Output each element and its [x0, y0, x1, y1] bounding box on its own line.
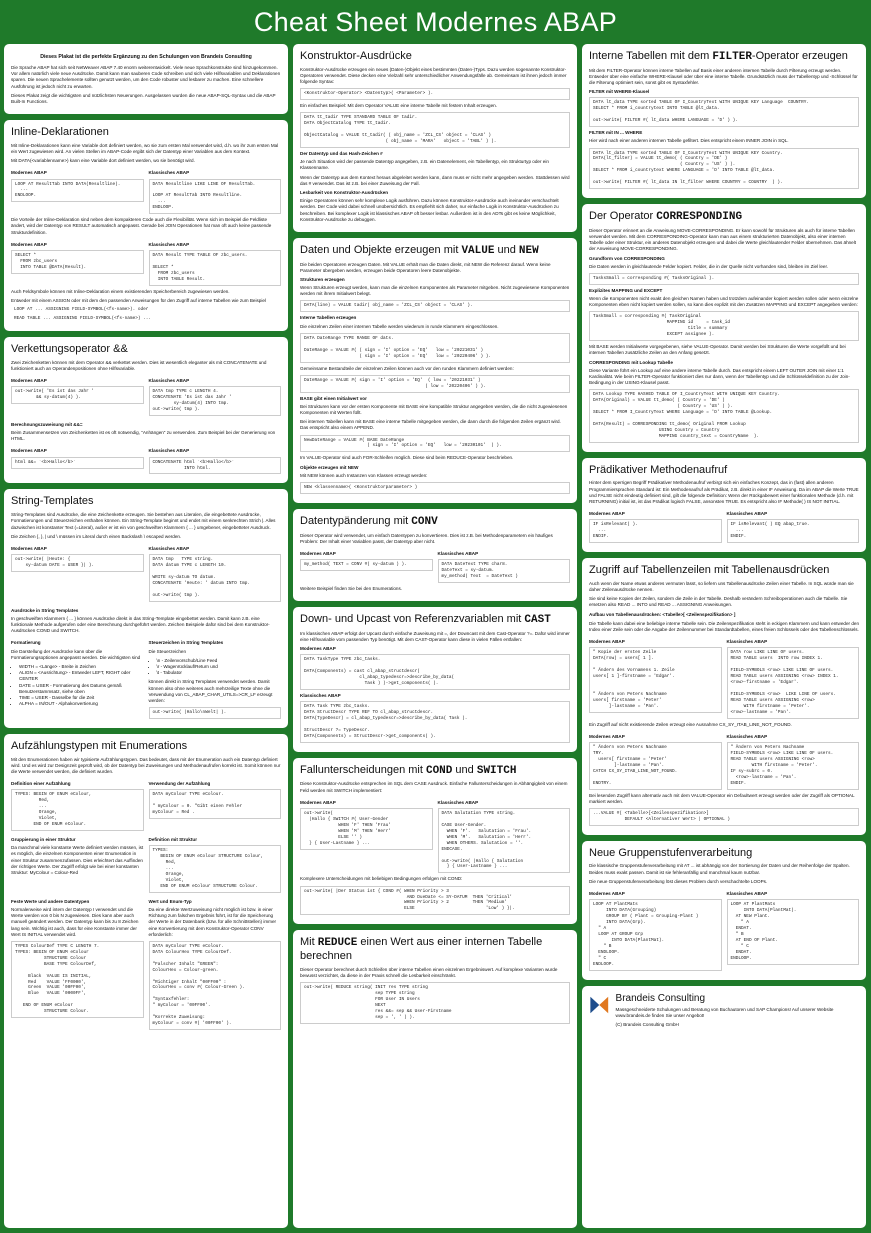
value-new-box: [293, 238, 577, 503]
paragraph: Die Darstellung der Ausdrücke kann über die Formatierungsoptionen angepasst werden. Die wichtigsten sind: [11, 648, 141, 660]
code-block: " Ändern von Peters Nachname TRY. users[ firstname = 'Peter' ]-lastname = 'Pan'. CATCH CX_SY_ITAB_LINE_NOT_FOUND. ENDTRY.: [589, 742, 722, 790]
paragraph: Die neue Gruppenstufenverarbeitung löst dieses Problem durch verschachtelte LOOPs.: [589, 878, 768, 884]
section-title: [300, 936, 570, 962]
intro-text-2: Dieses Plakat zeigt die wichtigsten und nützlichsten Neuerungen. Ausgelassen wurden die neue ABAP-SQL-Syntax und die ABAP Built-In Functions.: [11, 92, 276, 104]
code-block: DATA tmp TYPE string. DATA datum TYPE c LENGTH 10. WRITE sy-datum TO datum. CONCATENATE 'Heute: ' datum INTO tmp. out->write( tmp ).: [149, 554, 282, 602]
code-block: ...VALUE #( <Tabelle>[<Zeilenspezifikation>] DEFAULT <Alternativer Wert> | OPTIONAL ): [589, 808, 859, 826]
poster-grid: [4, 44, 867, 1228]
intro-text: Die Sprache ABAP hat sich seit NetWeaver ABAP 7.40 enorm weiterentwickelt. Viele neue Sprachkonstrukte sind hinzugekommen. Vor allem natürlich viele neue Ausdrücke. Damit kann man sauberen Code schreiben und sich viele Hilfsvariablen und Deklarationen sparen. Die neuen Sprachelemente sollten genutzt werden, um den Code robuster und lesbarer zu machen. Eine schnellere Ausführung ist jedoch nicht zu erwarten.: [11, 65, 281, 89]
subheading: Berechnungszuweisung mit &&=: [11, 421, 83, 427]
list-item: • ALIGN = <Ausrichtung> - Entweder LEFT, RIGHT oder CENTER: [19, 670, 144, 682]
paragraph: Im VALUE-Operator sind auch FOR-Schleifen möglich. Diese sind beim REDUCE-Operator beschrieben.: [300, 455, 514, 461]
paragraph: Wenn die Komponenten nicht exakt den gleichen Namen haben und trotzdem aufeinander kopiert werden sollen oder wenn einzelne Komponenten eben nicht kopiert werden sollen, so kann dies explizit mit den Zusätzen MAPPING und EXCEPT angegeben werden:: [589, 296, 859, 308]
subheading: Interne Tabellen erzeugen: [300, 315, 357, 321]
paragraph: Bei Strukturen kann vor der ersten Komponente mit BASE eine kompatible Struktur angegeben werden, die die nicht zugewiesenen Komponenten mit Werten füllt.: [300, 403, 568, 415]
paragraph: Gemeinsame Bestandteile der einzelnen Zeilen können auch vor den runden Klammern definiert werden:: [300, 365, 514, 371]
paragraph: Bei internen Tabellen kann mit BASE eine interne Tabelle mitgegeben werden, die dann durch die folgenden Zeilen ergänzt wird. Das entspricht also einem APPEND.: [300, 419, 561, 431]
subheading: Grundform von CORRESPONDING: [589, 255, 665, 261]
cast-box: [293, 607, 577, 752]
paragraph: Wenn der Datentyp aus dem Kontext heraus abgeleitet werden kann, dann muss er nicht mehr angegeben werden. Stattdessen wird das # verwendet. Das ist z.B. bei einer Zuweisung der Fall.: [300, 174, 570, 186]
code-block: TasksSmall = corresponding #( TasksOriginal ).: [589, 273, 859, 285]
modern-label: Modernes ABAP: [11, 448, 47, 454]
reduce-box: [293, 930, 577, 1228]
code-block: out->write( |Heute: { sy-datum DATE = USER }| ).: [11, 554, 144, 572]
code-comparison: [589, 508, 859, 546]
title-part: und: [494, 243, 519, 256]
paragraph: Die Daten werden in gleichlautende Felder kopiert. Felder, die in der Quelle nicht vorhanden sind, bleiben im Ziel leer.: [589, 263, 829, 269]
subheading: Steuerzeichen in String Templates: [148, 640, 224, 646]
paragraph: Mit den Enumerationen haben wir typisierte Aufzählungstypen. Das bedeutet, dass mit der Enumeration auch ein Datentyp definiert wird. Und es wird zur Designzeit geprüft wird, ob der Datentyp bei Zuweisungen und Methodenaufrufen korrekt ist. Somit können nur die Werte verwendet werden, die definiert wurden.: [11, 756, 281, 775]
section-title: [300, 515, 570, 529]
paragraph: Dieser Operator erinnert an die Anweisung MOVE-CORRESPONDING. Er kann sowohl für Strukturen als auch für interne Tabellen verwendet werden. Mit dem CORRESPONDING-Operator kann man aus einem strukturierten Datenobjekt, also einer internen Tabelle oder einer Struktur, ein anderes Datenobjekt erzeugen und dabei die Werte gleichlautender Felder übernehmen. Das ähnelt der Anweisung MOVE-CORRESPONDING.: [589, 227, 857, 252]
paragraph: Dieser Operator berechnet durch Schleifen über interne Tabellen einen einzelnen Ergebniswert. Auf komplexe Varianten wurde bewusst verzichtet, da diese in der Praxis schnell die Lesbarkeit einschränkt.: [300, 966, 558, 978]
paragraph: Je nach Situation wird der passende Datentyp angegeben, z.B. ein Datenelement, ein Tabellentyp, ein Strukturtyp oder ein Klassenname.: [300, 159, 549, 171]
brandeis-logo-icon: [589, 992, 610, 1018]
paragraph: Im klassischen ABAP erfolgt der Upcast durch einfache Zuweisung mit =, der Downcast mit dem Cast-Operator ?=. Dafür wird immer eine Hilfsvariable vom passenden Typ benötigt. Mit dem CAST-Operator kann diese in vielen Fällen entfallen:: [300, 630, 570, 642]
code-block: out->write( 'Es ist das Jahr ' && sy-datum(4) ).: [11, 386, 144, 404]
title-part: Interne Tabellen mit dem: [589, 50, 713, 62]
code-block: out->write( |Hallo\nWelt| ).: [149, 707, 282, 719]
title-part: Daten und Objekte erzeugen mit: [300, 243, 462, 256]
subheading: Formatierung: [11, 640, 41, 646]
paragraph: Hinter dem sperrigen Begriff Prädikativer Methodenaufruf verbirgt sich ein einfaches Konzept, das in (fast) allen anderen Programmiersprachen Standard ist: Ein Methodenaufruf als Prädikat, z.B. direkt in einer IF Anweisung. Da im ABAP die Werte TRUE und FALSE nicht eindeutig definiert sind, gilt die folgende Definition: Wenn der Rückgabewert einer funktionalen Methode (d.h. mit RETURNING) initial ist, ist das Prädikat logisch FALSE, ansonsten TRUE. Es entspricht also IF Methode( ) IS NOT INITIAL.: [589, 480, 859, 504]
paragraph: Ein Zugriff auf nicht existierende Zeilen erzeugt eine Ausnahme CX_SY_ITAB_LINE_NOT_FOUND.: [589, 721, 792, 727]
paragraph: Zwei Zeichenketten können mit dem Operator && verkettet werden. Dies ist wesentlich eleganter als mit CONCATENATE und funktioniert auch an Operandenpositionen ohne Hilfsvariable.: [11, 359, 267, 371]
code-comparison: [11, 375, 281, 419]
title-keyword: CAST: [524, 614, 551, 627]
paragraph: können direkt in String Templates verwendet werden. Damit können also ohne weiteres auch mehrzeilige Texte ohne die Verwendung von CL_ABAP_CHAR_UTILS=>CR_LF erzeugt werden:: [148, 679, 273, 703]
paragraph: Die klassische Gruppenstufenverarbeitung mit AT ... ist abhängig von der Sortierung der Daten und der Reihenfolge der Spalten. Beides muss exakt passen. Damit ist sie fehleranfällig und manchmal kaum nutzbar.: [589, 863, 850, 875]
subheading: FILTER mit IN ... WHERE: [589, 130, 643, 136]
code-block: NEW <klassenname>( <Konstruktorparameter> ): [300, 482, 570, 494]
paragraph: Konstruktor-Ausdrücke erzeugen ein neues (Daten-)Objekt eines bestimmten (Daten-)Typs. Dazu werden sogenannte Konstruktor-Operatoren verwendet. Diese decken eine Vielzahl sehr unterschiedlicher Anwendungsfälle ab. Gemeinsam ist ihnen jedoch immer folgende Syntax:: [300, 66, 567, 85]
section-title: Neue Gruppenstufenverarbeitung: [589, 846, 753, 859]
section-title: Prädikativer Methodenaufruf: [589, 463, 728, 476]
paragraph: Sie sind keine Kopien der Zeilen, sondern die Zeile in der Tabelle. Deshalb verändern Schreiboperationen auch die Tabelle. Sie ersetzen also READ ... INTO und READ ... ASSIGNING Anweisungen.: [589, 596, 848, 608]
paragraph: Wenn Strukturen erzeugt werden, kann man die einzelnen Komponenten als Parameter mitgeben. Nicht zugewiesene Komponenten werden mit ihrem Initialwert belegt.: [300, 285, 570, 297]
code-block: DATA Lookup TYPE HASHED TABLE OF I_CountryText WITH UNIQUE KEY Country. DATA(Original) = VALUE tt_demo( ( Country = 'DE' ) ( Country = 'US' ) ). SELECT * FROM I_CountryText WHERE Language = 'D' INTO TABLE @Lookup. DATA(Result) = CORRESPONDING tt_demo( Original FROM Lookup USING Country = Country MAPPING country_text = CountryName ).: [589, 389, 859, 443]
section-title: Inline-Deklarationen: [11, 126, 109, 139]
subheading: Definition mit Struktur: [148, 837, 197, 843]
paragraph: Entweder mit einem ASSIGN oder mit dem den passenden Anweisungen für den Zugriff auf interne Tabellen wie zum Beispiel: [11, 297, 266, 303]
paragraph: Aufbau von Tabellenausdrücken: <Tabelle>[ <Zeilenspezifikation> ]: [589, 611, 736, 617]
code-block: DATA Task TYPE zbc_tasks. DATA StructDescr TYPE REF TO cl_abap_structdescr. DATA(TypeDescr) = cl_abap_typedescr=>describe_by_data( Task ). StructDescr ?= TypeDescr. DATA(Components) = StructDescr->get_components( ).: [300, 701, 570, 743]
code-block: LOOP AT PlantMats INTO DATA(PlantMat). AT NEW Plant. " A ENDAT. " B AT END OF Plant. " C ENDAT. ENDLOOP.: [727, 899, 860, 964]
cond-switch-box: [293, 758, 577, 925]
code-block: out->write( |Hallo { SWITCH #( User-Gender WHEN 'F' THEN 'Frau' WHEN 'M' THEN 'Herr' ELSE '' ) } { User-Lastname } ...: [300, 808, 433, 850]
paragraph: Auch wenn der Name etwas anderes vermuten lässt, so liefern uns Tabellenausdrücke Zeilen einer Tabelle. In SQL würde man sie daher Zeilenausdrücke nennen.: [589, 580, 854, 592]
classic-label: Klassisches ABAP: [437, 799, 479, 805]
classic-label: Klassisches ABAP: [148, 448, 190, 454]
column-right: [582, 44, 866, 1228]
brand-name: Brandeis Consulting: [615, 992, 706, 1004]
code-block: DATA Salutation TYPE string. CASE User-Gender. WHEN 'F'. Salutation = 'Frau'. WHEN 'M'. Salutation = 'Herr'. WHEN OTHERS. Salutation = ''. ENDCASE. out->write( |Hallo { Salutation } { User-Lastname } ...: [438, 808, 571, 873]
code-block: DATA lt_data TYPE sorted TABLE OF I_CountryText WITH UNIQUE KEY Language COUNTRY. SELECT * FROM i_countrytext INTO TABLE @lt_data. out->write( FILTER #( lt_data WHERE LANGUAGE = 'D' ) ).: [589, 97, 859, 127]
code-block: DATA DateText TYPE char8. DateText = sy-datum. my_method( Text = DateText ): [438, 559, 571, 583]
code-block: DATA myColour TYPE eColour. " myColour = 0. "Gibt einen Fehler myColour = Red .: [149, 789, 282, 819]
classic-label: Klassisches ABAP: [726, 733, 768, 739]
title-keyword: COND: [425, 764, 453, 777]
brand-row: [589, 992, 859, 1032]
classic-label: Klassisches ABAP: [148, 241, 190, 247]
section-title: [300, 244, 570, 258]
paragraph: Mit NEW können auch Instanzen von Klassen erzeugt werden:: [300, 472, 428, 478]
code-comparison: [11, 445, 281, 477]
section-title: [589, 50, 859, 64]
code-block: <Konstruktor-Operator> <Datentyp>( <Parameter> ).: [300, 88, 570, 100]
paragraph: Die beiden Operatoren erzeugen Daten. Mit VALUE erhält man die Daten direkt, mit NEW die Referenz darauf. Wenn keine Parameter übergeben werden, erzeugen beide Operatoren leere Datenobjekte.: [300, 261, 551, 273]
subheading: Der Datentyp und das Hash-Zeichen #: [300, 151, 383, 157]
paragraph: Mit dem FILTER-Operator können interne Tabellen auf Basis einer anderen internen Tabelle durch Filterung erzeugt werden. Entweder über eine einfache WHERE-Klausel oder über eine interne Tabelle. Grundsätzlich muss der Tabellentyp und -Schlüssel für die Filterung optimiert sein, sonst gibt es Syntaxfehler.: [589, 67, 858, 86]
section-title: Konstruktor-Ausdrücke: [300, 50, 412, 62]
paragraph: Mit Inline-Deklarationen kann eine Variable dort definiert werden, wo sie zum ersten Mal verwendet wird, d.h. wo ihr zum ersten Mal ein Wert zugewiesen wird. An vielen Stellen im ABAP-Code ergibt sich der Datentyp einer Variablen aus dem Kontext.: [11, 142, 279, 154]
paragraph: Mit DATA(<variablenname>) kann eine Variable dort definiert werden, wo sie benötigt wird.: [11, 158, 195, 164]
code-block: DATA TaskType TYPE zbc_tasks. DATA(Components) = cast cl_abap_structdescr( cl_abap_typedescr=>describe_by_data( Task ) )->get_components( ).: [300, 654, 570, 690]
code-block: CONCATENATE html `<b>Hallo</b>` INTO html.: [149, 457, 282, 475]
section-title: [589, 210, 859, 224]
code-block: TYPES ColourDef TYPE C LENGTH 7. TYPES: BEGIN OF ENUM eColour STRUCTURE Colour BASE TYPE ColourDef, Black VALUE IS INITIAL, Red VALUE 'FF0000', Green VALUE '00FF00', Blue VALUE '0000FF', END OF ENUM eColour STRUCTURE Colour.: [11, 941, 144, 1018]
paragraph: Ein einfaches Beispiel: Mit dem Operator VALUE eine interne Tabelle mit festem Inhalt erzeugen.: [300, 103, 497, 109]
subheading: BASE gibt einen Initialwert vor: [300, 395, 367, 401]
modern-label: Modernes ABAP: [11, 545, 47, 551]
classic-label: Klassisches ABAP: [148, 545, 190, 551]
paragraph: Komplexere Unterscheidungen mit beliebigen Bedingungen erfolgen mit COND:: [300, 876, 463, 882]
title-keyword: NEW: [518, 244, 539, 257]
paragraph: Mit BASE werden Initialwerte vorgegebenen, siehe VALUE-Operator. Damit werden bei Strukturen die Werte vorgefüllt und bei internen Tabellen zusätzliche Zeilen an den Anfang gesetzt.: [589, 344, 846, 356]
code-block: DATA DateRange TYPE RANGE OF dats. DateRange = VALUE #( ( sign = 'I' option = 'EQ' low = '20221031' ) ( sign = 'I' option = 'EQ' low = '20220406' ) ).: [300, 333, 570, 363]
paragraph: Auch Feldsymbole können mit Inline-Deklaration einem existierenden Speicherbereich zugewiesen werden.: [11, 288, 230, 294]
code-comparison: [589, 888, 859, 974]
paragraph: Die Steuerzeichen: [148, 648, 187, 654]
code-block: DATA(line) = VALUE tadir( obj_name = 'ZCL_CS' object = 'CLAS' ).: [300, 300, 570, 312]
modern-label: Modernes ABAP: [589, 511, 625, 517]
code-block: TaskSmall = corresponding #( TaskOriginal MAPPING id = task_id title = summary EXCEPT assignee ).: [589, 311, 859, 341]
column-middle: [293, 44, 577, 1228]
title-part: Der Operator: [589, 210, 657, 223]
subheading: Strukturen erzeugen: [300, 276, 345, 282]
list-item: • \r - Wagenrücklauf/Return und: [157, 664, 282, 670]
subheading: Wert und Enum-Typ: [148, 898, 192, 904]
concat-operator-box: [4, 337, 288, 484]
paragraph: Dieser Operator wird verwendet, um einfach Datentypen zu konvertieren. Dies ist z.B. bei Methodenparametern ein häufiges Problem: Der Inhalt einer Variablen passt, der Datentyp aber nicht.: [300, 532, 553, 544]
title-keyword: CORRESPONDING: [656, 211, 743, 224]
subheading: Objekte erzeugen mit NEW: [300, 464, 359, 470]
modern-label: Modernes ABAP: [589, 891, 625, 897]
subheading: Lesbarkeit von Konstruktor-Ausdrücken: [300, 189, 389, 195]
code-comparison: [300, 548, 570, 586]
code-comparison: [11, 543, 281, 605]
title-part: und: [452, 763, 477, 776]
subheading: Gruppierung in einer Struktur: [11, 837, 76, 843]
classic-label: Klassisches ABAP: [726, 639, 768, 645]
paragraph: Weitere Beispiel finden Sie bei den Enumerations.: [300, 585, 403, 591]
code-comparison: [11, 239, 281, 289]
paragraph: Die Zeichen {, }, | und \ müssen im Literal durch einen Backslash \ escaped werden.: [11, 533, 182, 539]
code-block: DATA Result TYPE TABLE OF zbc_users. SELECT * FROM zbc_users INTO TABLE Result.: [149, 250, 282, 286]
title-keyword: VALUE: [461, 244, 495, 257]
subheading: CORRESPONDING mit Lookup Tabelle: [589, 359, 673, 365]
code-block: DATA tmp TYPE c LENGTH 4. CONCATENATE 'Es ist das Jahr ' sy-datum(4) INTO tmp. out->write( tmp ).: [149, 386, 282, 416]
title-keyword: SWITCH: [476, 764, 517, 777]
modern-label: Modernes ABAP: [300, 646, 336, 652]
code-block: " Kopie der ersten Zeile DATA(row) = users[ 1 ]. " Ändern des Vornamens 1. Zeile users[ 1 ]-firstname = 'Edgar'. " Ändern von Peters Nachname users[ firstname = 'Peter' ]-lastname = 'Pan'.: [589, 647, 722, 712]
list-item: • \n - Zeilenvorschub/Line Feed: [157, 658, 282, 664]
paragraph: Die Vorteile der Inline-Deklaration sind neben dem kompakteren Code auch die Flexibilität. Wenn sich im Beispiel die Feldliste ändert, wird der Datentyp von RESULT automatisch angepasst. Gerade bei JOIN Operationen hat man oft auch keine passende Strukturdefinition.: [11, 217, 272, 235]
modern-label: Modernes ABAP: [11, 241, 47, 247]
brand-description: Massgeschneiderte Schulungen und Beratung von Buchautoren und SAP Champions! Auf unserer Website www.brandeis.de finden Sie unser Angebot!: [615, 1007, 834, 1019]
paragraph: String-Templates sind Ausdrücke, die eine Zeichenkette erzeugen. Sie bestehen aus Literalen, die eingebettete Ausdrücke, Formatierungen und Steuerzeichen enthalten können. Ein String-Template beginnt und endet mit einem senkrechten Strich |. Alles dazwischen ist konstanter Text (=Literal), außer er ist ein von geschweiften Klammern { ... } umgebener, eingebetteter Ausdruck.: [11, 512, 276, 530]
code-block: SELECT * FROM zbc_users INTO TABLE @DATA(Result).: [11, 250, 144, 274]
code-block: DATA lt_data TYPE sorted TABLE OF I_CountryText WITH UNIQUE KEY Country. DATA(lt_filter) = VALUE tt_demo( ( Country = 'DE' ) ( Country = 'US' ) ). SELECT * FROM i_countrytext WHERE LANGUAGE = 'D' INTO TABLE @lt_data. out->write( FILTER #( lt_data IN lt_filter WHERE COUNTRY = COUNTRY ) ).: [589, 148, 859, 190]
code-block: DateRange = VALUE #( sign = 'I' option = 'EQ' ( low = '20221031' ) ( low = '20220406' ) ).: [300, 375, 570, 393]
section-title: Verkettungsoperator &&: [11, 342, 128, 355]
modern-label: Modernes ABAP: [589, 639, 625, 645]
section-title: Zugriff auf Tabellenzeilen mit Tabellenausdrücken: [589, 564, 830, 577]
predicative-call-box: [582, 458, 866, 552]
intro-heading: Dieses Plakat ist die perfekte Ergänzung zu den Schulungen von Brandeis Consulting: [40, 54, 252, 60]
code-block: out->write( |Der Status ist { COND #( WHEN Priority > 3 AND DueDate <= SY-DATUM THEN 'Critical' WHEN Priority > 2 THEN 'Medium' ELSE 'Low' ) }|.: [300, 886, 570, 916]
code-block: TYPES: BEGIN OF ENUM eColour, Red, ... Orange, Violet, END OF ENUM eColour.: [11, 789, 144, 831]
title-keyword: CONV: [411, 515, 438, 528]
code-block: DATA myColour TYPE eColour. DATA ColourHex TYPE ColourDef. "Falscher Inhalt "GREEN": ColourHex = Colour-green. "Richtiger Inhalt "00FF00" : ColourHex = conv #( Colour-Green ). "Syntaxfehler: " myColour = '00FF00'. "Korrekte Zuweisung: myColour = conv #( '00FF00' ).: [149, 941, 282, 1030]
paragraph: In geschweiften Klammern { ... } können Ausdrücke direkt in das String-Template eingebettet werden. Damit kann z.B. eine funktionale Methode aufgerufen oder eine Berechnung durchgeführt werden. Zeichen Beispiele dafür sind bei dem Konstruktor-Ausdrücken COND und SWITCH.: [11, 615, 270, 634]
paragraph: Die einzelnen Zeilen einer internen Tabelle werden wiederum in runde Klammern eingeschlossen.: [300, 323, 499, 329]
table-expressions-box: [582, 558, 866, 835]
two-columns: [11, 896, 281, 1033]
modern-label: Modernes ABAP: [300, 550, 336, 556]
classic-label: Klassisches ABAP: [726, 891, 768, 897]
title-part: -Operator erzeugen: [751, 50, 848, 62]
title-part: einen Wert aus einer internen Tabelle berechnen: [300, 936, 543, 962]
subheading: FILTER mit WHERE-Klausel: [589, 89, 650, 95]
subheading: Explizites MAPPING und EXCEPT: [589, 287, 663, 293]
title-keyword: REDUCE: [317, 937, 358, 950]
modern-label: Modernes ABAP: [589, 733, 625, 739]
code-line: READ TABLE ... ASSIGNING FIELD-SYMBOL(<fs-name>) ...: [11, 316, 281, 322]
list-item: • ALPHA = IN/OUT - Alphakonvertierung: [19, 701, 144, 707]
constructor-expressions-box: [293, 44, 577, 232]
paragraph: Diese Konstruktor-Ausdrücke entsprechen im SQL dem CASE Ausdruck. Einfache Fallunterscheidungen in Abhängigkeit von einem Feld werden mit SWITCH implementiert:: [300, 781, 568, 793]
page-title: Cheat Sheet Modernes ABAP: [253, 6, 618, 37]
classic-label: Klassisches ABAP: [148, 377, 190, 383]
subheading: Feste Werte und andere Datentypen: [11, 898, 90, 904]
code-block: html &&= `<b>Hallo</b>`: [11, 457, 144, 469]
title-keyword: FILTER: [712, 51, 752, 63]
subheading: Verwendung der Aufzählung: [148, 781, 211, 787]
brand-text: [616, 992, 859, 1032]
two-columns: [11, 637, 281, 722]
modern-label: Modernes ABAP: [300, 799, 336, 805]
string-templates-box: [4, 489, 288, 728]
paragraph: Da manchmal viele konstante Werte definiert werden müssen, ist es möglich, die einzelnen Komponenten einer Enumeration in einer Struktur zusammenzufassen. Dies erleichtert das Auffinden der richtigen Werte. Der Zugriff erfolgt wie bei einer konstanten Struktur: MyColour = Colour-Red: [11, 845, 144, 875]
list-item: • TIME = USER - Dasselbe für die Zeit: [19, 695, 144, 701]
list-item: • DATE = USER - Formatierung des Datums gemäß Benutzerstammsatz, siehe oben: [19, 683, 144, 695]
two-columns: [11, 778, 281, 834]
section-title: [300, 764, 570, 778]
code-block: out->write( REDUCE string( INIT res TYPE string sep TYPE string FOR User IN Users NEXT res &&= sep && User-Firstname sep = ', ' ) ).: [300, 982, 570, 1024]
classic-label: Klassisches ABAP: [300, 693, 341, 698]
paragraph: Einige Operatoren können sehr komplexe Logik ausführen. Dazu können Konstruktor-Ausdrücke auch ineinander verschachtelt werden. Der Code wird dabei schnell unübersichtlich. Es empfiehlt sich daher, nur einfache Logik in Konstruktor-Ausdrücken zu beschreiben. Bei komplexer Logik ist klassisches ABAP oft besser lesbar. Außerdem ist in den ADTs gibt es keine Möglichkeit, Konstruktor-Ausdrücke zu debuggen.: [300, 198, 559, 222]
paragraph: Bei lesenden Zugriff kann alternativ auch mit dem VALUE-Operator ein Defaultwert erzeugt werden oder der Zugriff als OPTIONAL markiert werden.: [589, 792, 855, 804]
list-item: • WIDTH = <Länge> - Breite in Zeichen: [19, 664, 144, 670]
title-part: Mit: [300, 936, 318, 949]
section-title: [300, 613, 570, 627]
brand-box: [582, 986, 866, 1228]
column-left: [4, 44, 288, 1228]
subheading: Ausdrücke in String Templates: [11, 607, 79, 613]
code-block: IF isRelevant( ) EQ abap_true. ... ENDIF.: [727, 519, 860, 543]
classic-label: Klassisches ABAP: [726, 511, 768, 517]
paragraph: Beim Zusammensetzen von Zeichenketten ist es oft notwendig, "Anhängen" zu verwenden. Zum Beispiel bei der Generierung von HTML.: [11, 430, 276, 442]
grouping-box: [582, 841, 866, 980]
title-part: Down- und Upcast von Referenzvariablen mit: [300, 613, 525, 626]
subheading: Definition einer Aufzählung: [11, 781, 71, 787]
code-block: IF isRelevant( ). ... ENDIF.: [589, 519, 722, 543]
code-block: DATA Resultline LIKE LINE OF ResultTab. LOOP AT ResultTab INTO Resultline. ... ENDLOOP.: [149, 179, 282, 215]
code-block: NewDateRange = VALUE #( BASE DateRange ( sign = 'I' option = 'EQ' low = '20230101' ) ).: [300, 435, 570, 453]
code-block: LOOP AT PlantMats INTO DATA(Grouping) GROUP BY ( Plant = Grouping-Plant ) INTO DATA(Grp). " A LOOP AT GROUP Grp INTO DATA(PlantMat). " B ENDLOOP. " C ENDLOOP.: [589, 899, 722, 970]
paragraph: Hier wird nach einer anderen internen Tabelle gefiltert. Dies entspricht einem INNER JOIN in SQL.: [589, 138, 789, 144]
code-block: DATA tt_tadir TYPE STANDARD TABLE OF tadir. DATA ObjectCatalog TYPE tt_tadir. ObjectCatalog = VALUE tt_tadir( ( obj_name = 'ZCL_CS' object = 'CLAS' ) ( obj_name = 'MARA' object = 'TABL' ) ).: [300, 112, 570, 148]
modern-label: Modernes ABAP: [11, 170, 47, 176]
code-block: TYPES: BEGIN OF ENUM eColour STRUCTURE Colour, Red, ... Orange, Violet, END OF ENUM eColour STRUCTURE Colour.: [149, 845, 282, 893]
control-chars-list: [149, 658, 282, 677]
classic-label: Klassisches ABAP: [148, 170, 190, 176]
format-options-list: [11, 664, 144, 707]
intro-box: [4, 44, 288, 114]
code-comparison: [300, 797, 570, 877]
code-line: LOOP AT ... ASSIGNING FIELD-SYMBOL(<fs-name>). oder: [11, 307, 281, 313]
code-block: " Ändern von Peters Nachname FIELD-SYMBOLS <row> LIKE LINE OF users. READ TABLE users ASSIGNING <row> WITH firstname = 'Peter'. IF sy-subrc = 0. <row>-lastname = 'Pan'. ENDIF.: [727, 742, 860, 790]
list-item: • \t - Tabulator: [157, 670, 282, 676]
paragraph: Diese Variante führt ein Lookup auf eine andere interne Tabelle durch. Das entspricht einem LEFT OUTER JOIN mit einer 1:1 Kardinalität. Wie beim FILTER-Operator funktioniert dies nur dann, wenn der Tabellentyp und die Schlüsseldefinition zu der Join-Bedingung in der USING-Klausel passt.: [589, 367, 850, 386]
two-columns: [11, 834, 281, 896]
conv-box: [293, 509, 577, 601]
paragraph: Normalerweise wird intern der Datentyp I verwendet und die Werte werden von 0 bis N zugewiesen. Dies kann aber auch manuell geändert werden. Der Datentyp kann bis zu 8 Zeichen lang sein. Wichtig ist auch, dass für eine Konstante immer der Wert IS INITIAL verwendet wird.: [11, 906, 139, 937]
code-comparison: [11, 167, 281, 217]
modern-label: Modernes ABAP: [11, 377, 47, 383]
inline-declarations-box: [4, 120, 288, 331]
enumerations-box: [4, 734, 288, 1228]
classic-label: Klassisches ABAP: [437, 550, 479, 556]
title-part: Fallunterscheidungen mit: [300, 763, 426, 776]
paragraph: Da eine direkte Wertzuweisung nicht möglich ist bzw. in einer Richtung zum falschen Ergebnis führt, ist für die Speicherung der Werte in der Datenbank (bzw. für alle Schnittstellen) immer eine Konvertierung mit dem Konstruktor-Operator CONV erforderlich:: [148, 906, 277, 937]
copyright: (C) Brandeis Consulting GmbH: [615, 1022, 679, 1028]
corresponding-box: [582, 204, 866, 452]
paragraph: Die Tabelle kann dabei eine beliebige interne Tabelle sein. Die Zeilenspezifikation steht in eckigen Klammern und kann entweder den Index einer Zeile sein oder die Angabe der Zeilennummer bei Standardtabellen, eines freien Schlüssels oder des Tabellenschlüssels.: [589, 620, 860, 632]
filter-box: [582, 44, 866, 198]
code-block: my_method( TEXT = CONV #( sy-datum ) ).: [300, 559, 433, 571]
code-comparison: [589, 636, 859, 722]
code-block: DATA row LIKE LINE OF users. READ TABLE users INTO row INDEX 1. FIELD-SYMBOLS <row> LIKE LINE OF users. READ TABLE users ASSIGNING <row> INDEX 1. <row>-firstname = 'Edgar'. FIELD-SYMBOLS <row> LIKE LINE OF users. READ TABLE users ASSIGNING <row> WITH firstname = 'Peter'. <row>-lastname = 'Pan'.: [727, 647, 860, 718]
section-title: Aufzählungstypen mit Enumerations: [11, 740, 188, 752]
title-part: Datentypänderung mit: [300, 514, 412, 527]
code-comparison: [589, 731, 859, 793]
code-block: LOOP AT ResultTab INTO DATA(Resultline). ... ENDLOOP.: [11, 179, 144, 203]
section-title: String-Templates: [11, 495, 94, 508]
